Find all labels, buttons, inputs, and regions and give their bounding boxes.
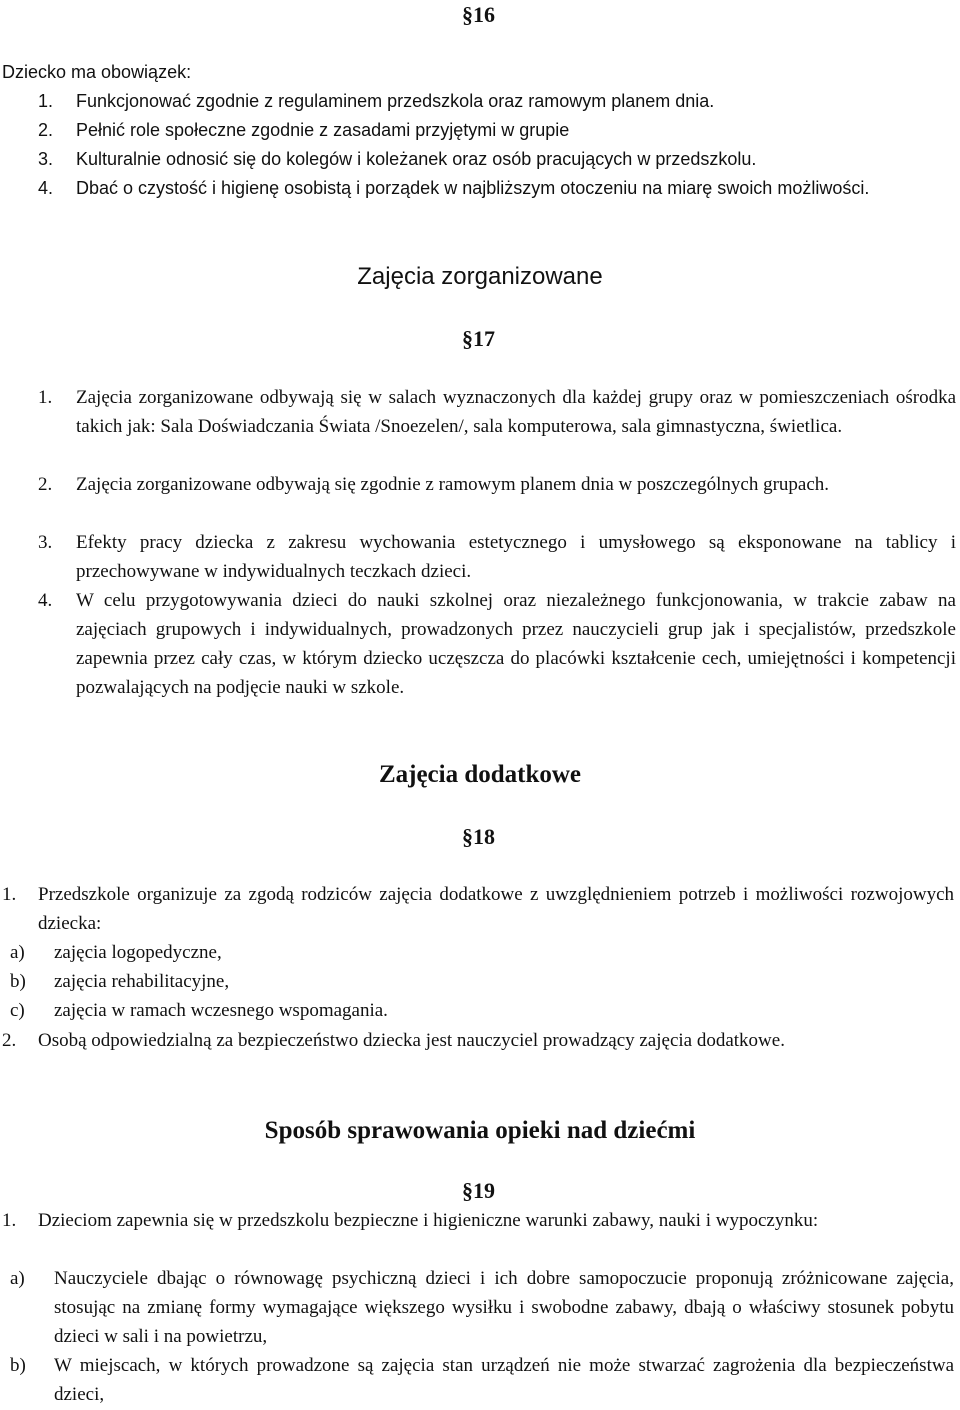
list-item-label: 2. [2,1030,17,1051]
list-item [38,174,958,232]
list-item-label: 2. [38,120,54,140]
list-item [38,528,958,586]
list-item-label: 1. [38,387,53,408]
list-item [38,145,958,174]
sub-list-item-label: a) [10,1268,25,1289]
section-heading-organized-classes: Zajęcia zorganizowane [357,263,603,290]
list-item-label: 4. [38,178,54,198]
list-item [38,87,958,116]
list-item [2,1026,958,1084]
list-item-label: 1. [38,91,54,111]
section-heading-additional-classes: Zajęcia dodatkowe [378,761,582,788]
list-item-text: Przedszkole organizuje za zgodą rodziców zajęcia dodatkowe z uwzględnieniem potrzeb i możliwości rozwojowych dziecka: [38,884,954,934]
list-item-text: Dzieciom zapewnia się w przedszkolu bezpieczne i higieniczne warunki zabawy, nauki i wypoczynku: [38,1210,819,1231]
sub-list-item [10,938,958,967]
sub-list-item [10,1351,958,1409]
sub-list-item-text: W miejscach, w których prowadzone są zajęcia stan urządzeń nie może stwarzać zagrożenia dla bezpieczeństwa dzieci, [54,1355,954,1405]
sub-list-item-label: b) [10,971,26,992]
sub-list-item-text: zajęcia rehabilitacyjne, [54,971,230,992]
list-item [38,383,958,470]
section-heading-care-method: Sposób sprawowania opieki nad dziećmi [264,1117,696,1144]
sub-list-item [10,967,958,996]
list-item-label: 3. [38,532,53,553]
sub-list-item-label: b) [10,1355,26,1376]
sub-list-item-text: Nauczyciele dbając o równowagę psychiczną dzieci i ich dobre samopoczucie proponują zróżnicowane zajęcia, stosując na zmianę formy wymagające większego wysiłku i swobodne zabawy, dbają o właściwy stosunek pobytu dzieci w sali i na powietrzu, [54,1268,954,1347]
list-item-text: Dbać o czystość i higienę osobistą i porządek w najbliższym otoczeniu na miarę swoich możliwości. [76,178,870,198]
sub-list-item-label: c) [10,1000,25,1021]
list-item-label: 2. [38,474,53,495]
list-item-text: Funkcjonować zgodnie z regulaminem przedszkola oraz ramowym planem dnia. [76,91,715,111]
paragraph-number-16: §16 [462,2,495,27]
sub-list-item-label: a) [10,942,25,963]
sub-list-item [10,996,958,1025]
list-item-text: Pełnić role społeczne zgodnie z zasadami przyjętymi w grupie [76,120,570,140]
list-item-text: Zajęcia zorganizowane odbywają się w salach wyznaczonych dla każdej grupy oraz w pomieszczeniach ośrodka takich jak: Sala Doświadczania Świata /Snoezelen/, sala komputerowa, sala gimnastyczna, świetlica. [76,387,956,437]
sub-list-item-text: zajęcia logopedyczne, [54,942,222,963]
list-item [38,116,958,145]
list-item [38,470,958,528]
list-item [2,1206,958,1264]
list-item-label: 3. [38,149,54,169]
list-item [2,880,958,938]
list-item-text: Efekty pracy dziecka z zakresu wychowania estetycznego i umysłowego są eksponowane na tablicy i przechowywane w indywidualnych teczkach dzieci. [76,532,956,582]
list-item-label: 1. [2,1210,17,1231]
list-item [38,586,958,731]
list-item-text: Zajęcia zorganizowane odbywają się zgodnie z ramowym planem dnia w poszczególnych grupach. [76,474,830,495]
list-item-text: W celu przygotowywania dzieci do nauki szkolnej oraz niezależnego funkcjonowania, w trakcie zabaw na zajęciach grupowych i indywidualnych, prowadzonych przez nauczycieli grup jak i specjalistów, przedszkole zapewnia przez cały czas, w którym dziecko uczęszcza do placówki kształcenie cech, umiejętności i kompetencji pozwalających na podjęcie nauki w szkole. [76,590,956,698]
sub-list-item [10,1264,958,1351]
list-item-label: 4. [38,590,53,611]
list-item-label: 1. [2,884,17,905]
obligations-intro: Dziecko ma obowiązek: [2,62,192,82]
paragraph-number-19: §19 [462,1178,495,1203]
paragraph-number-18: §18 [462,824,495,849]
list-item-text: Kulturalnie odnosić się do kolegów i koleżanek oraz osób pracujących w przedszkolu. [76,149,757,169]
list-item-text: Osobą odpowiedzialną za bezpieczeństwo dziecka jest nauczyciel prowadzący zajęcia dodatkowe. [38,1030,785,1051]
paragraph-number-17: §17 [462,326,495,351]
sub-list-item-text: zajęcia w ramach wczesnego wspomagania. [54,1000,388,1021]
